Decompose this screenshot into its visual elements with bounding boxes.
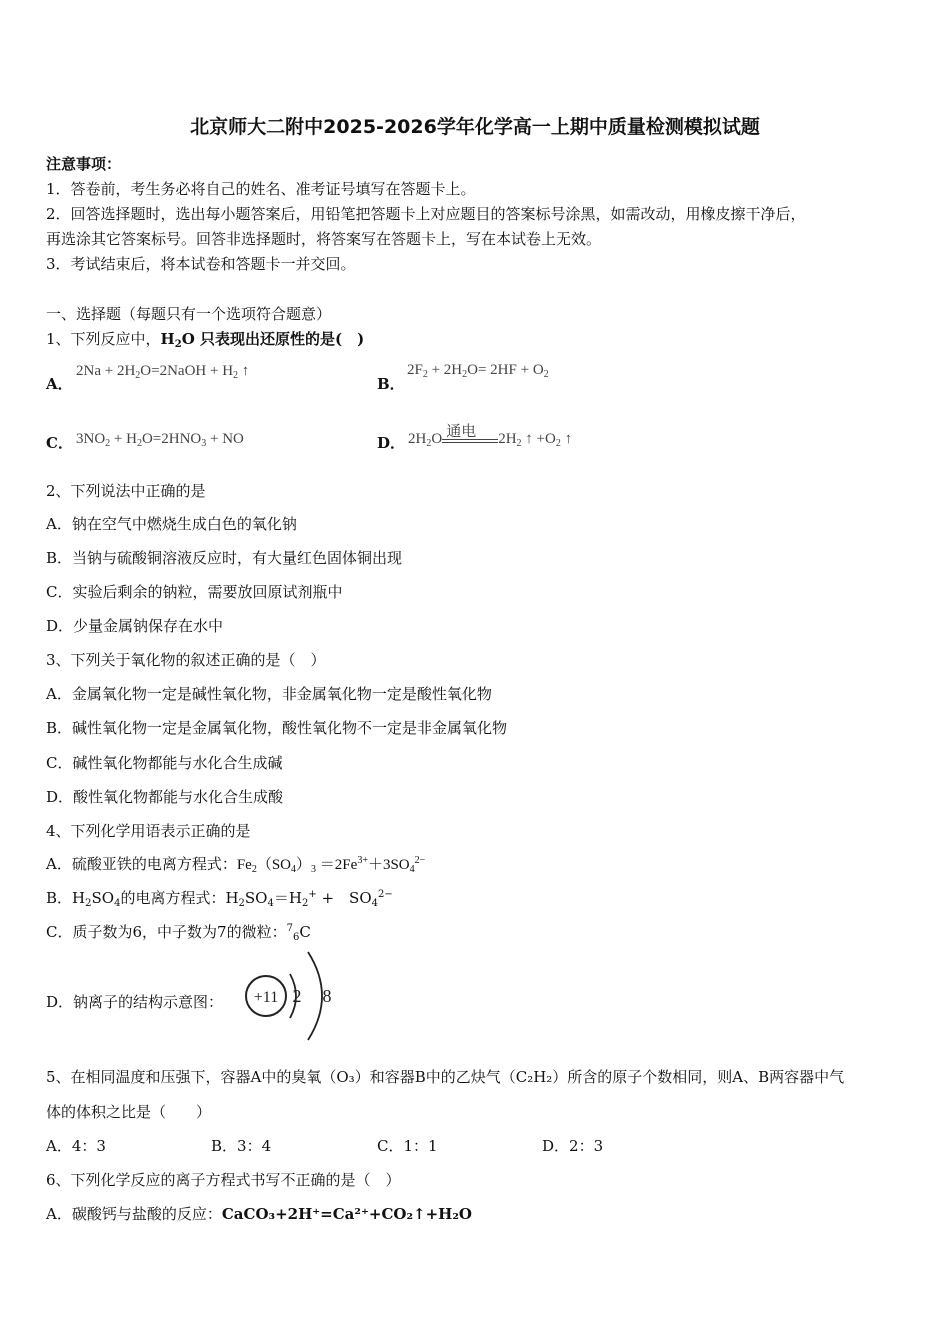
- shell-2-label: 8: [322, 986, 332, 1006]
- q1-a-formula: $2Na + 2H_2O=2NaOH + H_2$ ↑: [76, 363, 250, 381]
- nucleus-label: +11: [253, 989, 279, 1006]
- question-5-stem-2: 体的体积之比是（ ）: [46, 1103, 212, 1121]
- question-1-option-b[interactable]: B．: [377, 375, 405, 393]
- question-5-stem-1: 5、在相同温度和压强下，容器A中的臭氧（O₃）和容器B中的乙炔气（C₂H₂）所含的原子个数相同，则A、B两容器中气: [46, 1068, 845, 1086]
- question-3-option-b[interactable]: B．碱性氧化物一定是金属氧化物，酸性氧化物不一定是非金属氧化物: [46, 719, 508, 737]
- page-title: 北京师大二附中2025-2026学年化学高一上期中质量检测模拟试题: [190, 116, 760, 138]
- question-4-option-c[interactable]: C．质子数为6，中子数为7的微粒：$^7_6$C: [46, 923, 311, 943]
- question-5-option-c[interactable]: C．1：1: [377, 1137, 438, 1155]
- question-4-stem: 4、下列化学用语表示正确的是: [46, 822, 251, 840]
- shell-1-label: 2: [292, 986, 302, 1006]
- question-2-option-d[interactable]: D．少量金属钠保存在水中: [46, 617, 224, 635]
- question-4-option-b[interactable]: B．$H_2SO_4$的电离方程式：$H_2SO_4=H_2^+$ + $SO_4^{2-}$: [46, 889, 393, 909]
- question-1-option-c[interactable]: C．: [46, 434, 73, 452]
- question-1-option-a[interactable]: A．: [46, 375, 73, 393]
- q1-d-formula: $2H_2O$ 通电 $2H_2$ ↑ $+O_2$ ↑: [408, 431, 572, 449]
- question-1-stem: 1、下列反应中，$H_2O$ 只表现出还原性的是( ): [46, 330, 365, 350]
- question-6-option-a[interactable]: A．碳酸钙与盐酸的反应：CaCO₃+2H⁺=Ca²⁺+CO₂↑+H₂O: [46, 1205, 472, 1223]
- question-3-option-a[interactable]: A．金属氧化物一定是碱性氧化物，非金属氧化物一定是酸性氧化物: [46, 685, 492, 703]
- question-3-stem: 3、下列关于氧化物的叙述正确的是（ ）: [46, 651, 326, 669]
- question-2-option-c[interactable]: C．实验后剩余的钠粒，需要放回原试剂瓶中: [46, 583, 343, 601]
- question-4-option-d[interactable]: D．钠离子的结构示意图：: [46, 993, 224, 1011]
- q1-c-formula: $3NO_2 + H_2O=2HNO_3$ + NO: [76, 431, 244, 449]
- question-2-option-b[interactable]: B．当钠与硫酸铜溶液反应时，有大量红色固体铜出现: [46, 549, 403, 567]
- question-1-option-d[interactable]: D．: [377, 434, 406, 452]
- question-2-stem: 2、下列说法中正确的是: [46, 482, 206, 500]
- question-5-option-d[interactable]: D．2：3: [542, 1137, 604, 1155]
- sodium-ion-diagram: [240, 948, 340, 1044]
- notice-item-2b: 再选涂其它答案标号。回答非选择题时，将答案写在答题卡上，写在本试卷上无效。: [46, 230, 602, 248]
- question-5-option-a[interactable]: A．4：3: [46, 1137, 106, 1155]
- question-3-option-d[interactable]: D．酸性氧化物都能与水化合生成酸: [46, 788, 284, 806]
- notice-item-2a: 2．回答选择题时，选出每小题答案后，用铅笔把答题卡上对应题目的答案标号涂黑，如需改动，用橡皮擦干净后，: [46, 205, 806, 223]
- notice-item-3: 3．考试结束后，将本试卷和答题卡一并交回。: [46, 255, 356, 273]
- question-2-option-a[interactable]: A．钠在空气中燃烧生成白色的氧化钠: [46, 515, 297, 533]
- notice-heading: 注意事项：: [46, 155, 122, 173]
- notice-item-1: 1．答卷前，考生务必将自己的姓名、准考证号填写在答题卡上。: [46, 180, 476, 198]
- question-4-option-a[interactable]: A．硫酸亚铁的电离方程式：$Fe_2(SO_4)_3 =2Fe^{3+}+3SO_4^{2-}$: [46, 855, 426, 875]
- q1-b-formula: $2F_2 + 2H_2O= 2HF + O_2$: [407, 362, 549, 380]
- q6-a-formula: CaCO₃+2H⁺=Ca²⁺+CO₂↑+H₂O: [221, 1205, 472, 1223]
- section-heading: 一、选择题（每题只有一个选项符合题意）: [46, 305, 332, 323]
- q1-d-condition: 通电: [446, 424, 477, 440]
- question-5-option-b[interactable]: B．3：4: [211, 1137, 272, 1155]
- question-3-option-c[interactable]: C．碱性氧化物都能与水化合生成碱: [46, 754, 283, 772]
- question-6-stem: 6、下列化学反应的离子方程式书写不正确的是（ ）: [46, 1171, 401, 1189]
